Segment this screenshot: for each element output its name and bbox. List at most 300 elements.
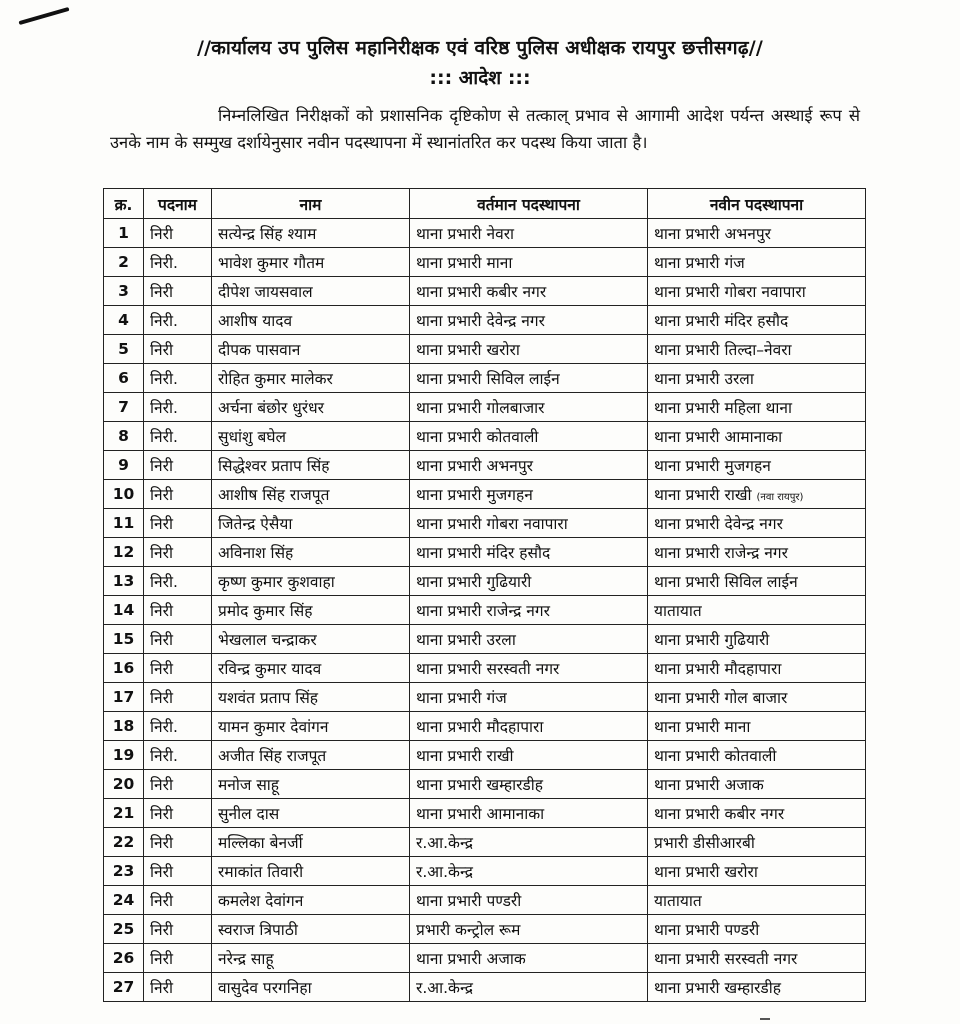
rank-cell-text: निरी [150, 776, 173, 794]
rank-cell [144, 596, 212, 625]
serial-cell-text: 6 [118, 369, 129, 387]
rank-cell [144, 625, 212, 654]
name-cell-text: नरेन्द्र साहू [218, 950, 274, 968]
table-row [104, 335, 866, 364]
col-header-name: नाम [212, 189, 410, 219]
name-cell-text: अर्चना बंछोर धुरंधर [218, 399, 324, 417]
serial-cell-text: 22 [112, 833, 135, 851]
order-heading: ::: आदेश ::: [429, 67, 531, 89]
new-posting-cell-text: थाना प्रभारी माना [654, 718, 751, 736]
new-posting-cell-text: थाना प्रभारी मंदिर हसौद [654, 312, 789, 330]
current-posting-cell [410, 741, 648, 770]
name-cell-text: कमलेश देवांगन [218, 892, 304, 910]
col-header-serial: क्र. [104, 189, 144, 219]
new-posting-cell-text: थाना प्रभारी गुढियारी [654, 631, 770, 649]
serial-cell-text: 10 [112, 485, 135, 503]
rank-cell [144, 654, 212, 683]
rank-cell [144, 509, 212, 538]
name-cell-text: रमाकांत तिवारी [218, 863, 304, 881]
current-posting-cell-text: प्रभारी कन्ट्रोल रूम [416, 921, 521, 939]
name-cell-text: सत्येन्द्र सिंह श्याम [218, 225, 317, 243]
current-posting-cell [410, 770, 648, 799]
name-cell [212, 683, 410, 712]
rank-cell-text: निरी [150, 892, 173, 910]
current-posting-cell-text: थाना प्रभारी मुजगहन [416, 486, 533, 504]
new-posting-cell-text: थाना प्रभारी खरोरा [654, 863, 758, 881]
serial-cell [104, 335, 144, 364]
serial-cell [104, 857, 144, 886]
rank-cell-text: निरी. [150, 573, 178, 591]
new-posting-cell-text: थाना प्रभारी आमानाका [654, 428, 783, 446]
serial-cell [104, 509, 144, 538]
new-posting-cell [648, 393, 866, 422]
rank-cell [144, 335, 212, 364]
name-cell [212, 712, 410, 741]
current-posting-cell [410, 683, 648, 712]
name-cell-text: यशवंत प्रताप सिंह [218, 689, 319, 707]
table-row [104, 799, 866, 828]
name-cell [212, 799, 410, 828]
rank-cell-text: निरी [150, 515, 173, 533]
serial-cell-text: 1 [118, 224, 129, 242]
current-posting-cell [410, 509, 648, 538]
rank-cell-text: निरी. [150, 254, 178, 272]
name-cell-text: यामन कुमार देवांगन [218, 718, 329, 736]
new-posting-cell-text: थाना प्रभारी सिविल लाईन [654, 573, 798, 591]
new-posting-cell [648, 857, 866, 886]
new-posting-cell [648, 625, 866, 654]
new-posting-cell-text: यातायात [654, 892, 702, 910]
table-row [104, 509, 866, 538]
new-posting-cell [648, 335, 866, 364]
name-cell-text: भेखलाल चन्द्राकर [218, 631, 317, 649]
name-cell [212, 451, 410, 480]
serial-cell [104, 219, 144, 248]
current-posting-cell-text: थाना प्रभारी गोबरा नवापारा [416, 515, 568, 533]
rank-cell [144, 944, 212, 973]
rank-cell [144, 248, 212, 277]
current-posting-cell-text: थाना प्रभारी गोलबाजार [416, 399, 545, 417]
name-cell [212, 364, 410, 393]
serial-cell-text: 27 [112, 978, 135, 996]
current-posting-cell-text: थाना प्रभारी उरला [416, 631, 516, 649]
current-posting-cell-text: थाना प्रभारी सरस्वती नगर [416, 660, 560, 678]
rank-cell-text: निरी [150, 660, 173, 678]
new-posting-cell-text: थाना प्रभारी उरला [654, 370, 754, 388]
name-cell-text: जितेन्द्र ऐसैया [218, 515, 293, 533]
table-row [104, 741, 866, 770]
name-cell-text: अविनाश सिंह [218, 544, 294, 562]
current-posting-cell [410, 364, 648, 393]
rank-cell-text: निरी [150, 457, 173, 475]
rank-cell-text: निरी. [150, 747, 178, 765]
current-posting-cell [410, 567, 648, 596]
name-cell [212, 480, 410, 509]
current-posting-cell-text: थाना प्रभारी अभनपुर [416, 457, 533, 475]
serial-cell-text: 13 [112, 572, 135, 590]
name-cell [212, 654, 410, 683]
table-row [104, 828, 866, 857]
new-posting-cell-text: थाना प्रभारी गंज [654, 254, 745, 272]
current-posting-cell-text: थाना प्रभारी गुढियारी [416, 573, 532, 591]
name-cell-text: कृष्ण कुमार कुशवाहा [218, 573, 335, 591]
serial-cell-text: 8 [118, 427, 129, 445]
name-cell-text: सुधांशु बघेल [218, 428, 287, 446]
name-cell [212, 422, 410, 451]
serial-cell-text: 17 [112, 688, 135, 706]
serial-cell-text: 14 [112, 601, 135, 619]
table-row [104, 393, 866, 422]
current-posting-cell [410, 480, 648, 509]
col-header-current-posting: वर्तमान पदस्थापना [410, 189, 648, 219]
serial-cell [104, 683, 144, 712]
current-posting-cell-text: र.आ.केन्द्र [416, 979, 473, 997]
new-posting-cell [648, 886, 866, 915]
current-posting-cell [410, 915, 648, 944]
table-row [104, 683, 866, 712]
current-posting-cell [410, 538, 648, 567]
new-posting-cell [648, 277, 866, 306]
rank-cell [144, 567, 212, 596]
new-posting-cell-text: थाना प्रभारी सरस्वती नगर [654, 950, 798, 968]
name-cell [212, 828, 410, 857]
new-posting-cell [648, 306, 866, 335]
new-posting-cell-text: थाना प्रभारी खम्हारडीह [654, 979, 781, 997]
current-posting-cell-text: थाना प्रभारी नेवरा [416, 225, 515, 243]
rank-cell-text: निरी [150, 979, 173, 997]
current-posting-cell [410, 857, 648, 886]
current-posting-cell-text: थाना प्रभारी गंज [416, 689, 507, 707]
serial-cell [104, 712, 144, 741]
current-posting-cell-text: र.आ.केन्द्र [416, 834, 473, 852]
name-cell-text: सिद्धेश्वर प्रताप सिंह [218, 457, 330, 475]
current-posting-cell [410, 393, 648, 422]
new-posting-cell-text: थाना प्रभारी गोबरा नवापारा [654, 283, 806, 301]
name-cell-text: रविन्द्र कुमार यादव [218, 660, 322, 678]
new-posting-cell-text: थाना प्रभारी अजाक [654, 776, 764, 794]
current-posting-cell [410, 248, 648, 277]
serial-cell-text: 12 [112, 543, 135, 561]
serial-cell-text: 16 [112, 659, 135, 677]
new-posting-cell-text: थाना प्रभारी देवेन्द्र नगर [654, 515, 783, 533]
serial-cell [104, 944, 144, 973]
name-cell [212, 538, 410, 567]
rank-cell-text: निरी. [150, 312, 178, 330]
current-posting-cell-text: थाना प्रभारी राखी [416, 747, 514, 765]
serial-cell [104, 799, 144, 828]
current-posting-cell [410, 654, 648, 683]
serial-cell [104, 886, 144, 915]
serial-cell [104, 741, 144, 770]
name-cell [212, 567, 410, 596]
new-posting-cell-text: थाना प्रभारी राजेन्द्र नगर [654, 544, 788, 562]
serial-cell [104, 393, 144, 422]
serial-cell-text: 5 [118, 340, 129, 358]
current-posting-cell [410, 712, 648, 741]
current-posting-cell [410, 596, 648, 625]
new-posting-cell [648, 799, 866, 828]
col-header-rank: पदनाम [144, 189, 212, 219]
serial-cell [104, 596, 144, 625]
stray-mark [760, 1018, 770, 1020]
current-posting-cell-text: थाना प्रभारी अजाक [416, 950, 526, 968]
new-posting-cell [648, 567, 866, 596]
table-row [104, 596, 866, 625]
table-row [104, 654, 866, 683]
rank-cell-text: निरी [150, 921, 173, 939]
pen-stroke-mark [18, 7, 69, 25]
name-cell [212, 248, 410, 277]
new-posting-cell [648, 480, 866, 509]
current-posting-cell-text: थाना प्रभारी माना [416, 254, 513, 272]
rank-cell-text: निरी [150, 631, 173, 649]
current-posting-cell-text: थाना प्रभारी मौदहापारा [416, 718, 544, 736]
name-cell-text: दीपेश जायसवाल [218, 283, 313, 301]
table-row [104, 422, 866, 451]
serial-cell-text: 24 [112, 891, 135, 909]
table-row [104, 886, 866, 915]
current-posting-cell [410, 219, 648, 248]
serial-cell-text: 15 [112, 630, 135, 648]
table-row [104, 219, 866, 248]
name-cell-text: आशीष सिंह राजपूत [218, 486, 330, 504]
serial-cell-text: 3 [118, 282, 129, 300]
rank-cell-text: निरी [150, 863, 173, 881]
name-cell-text: रोहित कुमार मालेकर [218, 370, 333, 388]
rank-cell [144, 973, 212, 1002]
rank-cell-text: निरी [150, 225, 173, 243]
serial-cell-text: 11 [112, 514, 135, 532]
new-posting-cell-text: यातायात [654, 602, 702, 620]
name-cell [212, 886, 410, 915]
current-posting-cell [410, 944, 648, 973]
new-posting-cell [648, 683, 866, 712]
name-cell [212, 741, 410, 770]
name-cell [212, 509, 410, 538]
serial-cell [104, 625, 144, 654]
new-posting-cell [648, 538, 866, 567]
new-posting-cell [648, 770, 866, 799]
serial-cell-text: 25 [112, 920, 135, 938]
serial-cell [104, 828, 144, 857]
new-posting-cell [648, 973, 866, 1002]
rank-cell [144, 538, 212, 567]
new-posting-cell-text: थाना प्रभारी अभनपुर [654, 225, 771, 243]
table-row [104, 364, 866, 393]
rank-cell-text: निरी [150, 341, 173, 359]
table-row [104, 538, 866, 567]
rank-cell-text: निरी [150, 602, 173, 620]
new-posting-cell [648, 451, 866, 480]
table-row [104, 915, 866, 944]
rank-cell-text: निरी [150, 805, 173, 823]
serial-cell-text: 7 [118, 398, 129, 416]
rank-cell-text: निरी [150, 486, 173, 504]
rank-cell [144, 857, 212, 886]
new-posting-cell [648, 509, 866, 538]
current-posting-cell-text: थाना प्रभारी आमानाका [416, 805, 545, 823]
current-posting-cell [410, 799, 648, 828]
name-cell [212, 973, 410, 1002]
table-row [104, 770, 866, 799]
current-posting-cell-text: थाना प्रभारी कबीर नगर [416, 283, 547, 301]
serial-cell [104, 770, 144, 799]
serial-cell-text: 20 [112, 775, 135, 793]
rank-cell [144, 683, 212, 712]
current-posting-cell [410, 886, 648, 915]
name-cell-text: अजीत सिंह राजपूत [218, 747, 327, 765]
serial-cell [104, 277, 144, 306]
new-posting-cell-text: थाना प्रभारी पण्डरी [654, 921, 760, 939]
serial-cell [104, 973, 144, 1002]
current-posting-cell-text: थाना प्रभारी खरोरा [416, 341, 520, 359]
current-posting-cell-text: थाना प्रभारी खम्हारडीह [416, 776, 543, 794]
rank-cell-text: निरी. [150, 428, 178, 446]
serial-cell-text: 9 [118, 456, 129, 474]
serial-cell-text: 21 [112, 804, 135, 822]
rank-cell [144, 393, 212, 422]
new-posting-cell [648, 654, 866, 683]
rank-cell-text: निरी [150, 689, 173, 707]
table-row [104, 625, 866, 654]
rank-cell-text: निरी [150, 283, 173, 301]
name-cell-text: मनोज साहू [218, 776, 280, 794]
current-posting-cell [410, 306, 648, 335]
current-posting-cell [410, 973, 648, 1002]
new-posting-cell-text: थाना प्रभारी महिला थाना [654, 399, 792, 417]
posting-note: (नवा रायपुर) [756, 492, 804, 503]
rank-cell [144, 306, 212, 335]
new-posting-cell [648, 596, 866, 625]
rank-cell [144, 799, 212, 828]
rank-cell [144, 451, 212, 480]
table-row [104, 944, 866, 973]
new-posting-cell-text: थाना प्रभारी तिल्दा–नेवरा [654, 341, 792, 359]
table-header-row [104, 189, 866, 219]
name-cell [212, 857, 410, 886]
name-cell-text: भावेश कुमार गौतम [218, 254, 325, 272]
current-posting-cell [410, 451, 648, 480]
serial-cell [104, 364, 144, 393]
new-posting-cell-text: थाना प्रभारी मौदहापारा [654, 660, 782, 678]
table-body [104, 219, 866, 1002]
new-posting-cell [648, 712, 866, 741]
name-cell-text: मल्लिका बेनर्जी [218, 834, 303, 852]
name-cell [212, 277, 410, 306]
name-cell [212, 393, 410, 422]
serial-cell [104, 915, 144, 944]
current-posting-cell [410, 625, 648, 654]
rank-cell [144, 277, 212, 306]
serial-cell [104, 538, 144, 567]
new-posting-cell [648, 915, 866, 944]
new-posting-cell-text: थाना प्रभारी कोतवाली [654, 747, 777, 765]
new-posting-cell [648, 828, 866, 857]
name-cell [212, 770, 410, 799]
rank-cell [144, 886, 212, 915]
rank-cell [144, 741, 212, 770]
serial-cell-text: 19 [112, 746, 135, 764]
serial-cell [104, 422, 144, 451]
table-row [104, 451, 866, 480]
table-row [104, 480, 866, 509]
rank-cell [144, 422, 212, 451]
name-cell-text: स्वराज त्रिपाठी [218, 921, 298, 939]
col-header-new-posting: नवीन पदस्थापना [648, 189, 866, 219]
table-row [104, 248, 866, 277]
serial-cell-text: 26 [112, 949, 135, 967]
rank-cell-text: निरी. [150, 399, 178, 417]
name-cell [212, 306, 410, 335]
current-posting-cell [410, 277, 648, 306]
current-posting-cell [410, 828, 648, 857]
rank-cell [144, 915, 212, 944]
name-cell [212, 944, 410, 973]
rank-cell [144, 770, 212, 799]
serial-cell [104, 248, 144, 277]
serial-cell-text: 4 [118, 311, 129, 329]
name-cell-text: आशीष यादव [218, 312, 293, 330]
name-cell-text: प्रमोद कुमार सिंह [218, 602, 313, 620]
serial-cell-text: 23 [112, 862, 135, 880]
new-posting-cell [648, 422, 866, 451]
new-posting-cell-text: थाना प्रभारी राखी [654, 486, 752, 504]
current-posting-cell-text: थाना प्रभारी राजेन्द्र नगर [416, 602, 550, 620]
current-posting-cell-text: थाना प्रभारी मंदिर हसौद [416, 544, 551, 562]
new-posting-cell-text: प्रभारी डीसीआरबी [654, 834, 755, 852]
rank-cell [144, 219, 212, 248]
table-row [104, 712, 866, 741]
name-cell [212, 219, 410, 248]
new-posting-cell-text: थाना प्रभारी कबीर नगर [654, 805, 785, 823]
new-posting-cell [648, 944, 866, 973]
new-posting-cell [648, 364, 866, 393]
table-row [104, 973, 866, 1002]
new-posting-cell [648, 248, 866, 277]
new-posting-cell [648, 219, 866, 248]
rank-cell-text: निरी [150, 950, 173, 968]
name-cell-text: सुनील दास [218, 805, 280, 823]
serial-cell-text: 2 [118, 253, 129, 271]
current-posting-cell-text: थाना प्रभारी सिविल लाईन [416, 370, 560, 388]
name-cell [212, 596, 410, 625]
serial-cell [104, 451, 144, 480]
transfer-table [103, 188, 866, 1002]
serial-cell [104, 480, 144, 509]
rank-cell [144, 712, 212, 741]
table-row [104, 857, 866, 886]
rank-cell-text: निरी. [150, 370, 178, 388]
order-intro-paragraph: निम्नलिखित निरीक्षकों को प्रशासनिक दृष्टिकोण से तत्काल् प्रभाव से आगामी आदेश पर्यन्त अस्थाई रूप से उनके नाम के सम्मुख दर्शायेनुसार नवीन पदस्थापना में स्थानांतरित कर पदस्थ किया जाता है। [110, 106, 860, 152]
name-cell-text: वासुदेव परगनिहा [218, 979, 312, 997]
current-posting-cell [410, 422, 648, 451]
office-title: //कार्यालय उप पुलिस महानिरीक्षक एवं वरिष्ठ पुलिस अधीक्षक रायपुर छत्तीसगढ़// [196, 37, 763, 59]
rank-cell [144, 828, 212, 857]
current-posting-cell-text: थाना प्रभारी पण्डरी [416, 892, 522, 910]
current-posting-cell-text: थाना प्रभारी देवेन्द्र नगर [416, 312, 545, 330]
current-posting-cell-text: थाना प्रभारी कोतवाली [416, 428, 539, 446]
name-cell [212, 625, 410, 654]
serial-cell-text: 18 [112, 717, 135, 735]
current-posting-cell [410, 335, 648, 364]
name-cell [212, 915, 410, 944]
table-row [104, 306, 866, 335]
rank-cell [144, 364, 212, 393]
name-cell-text: दीपक पासवान [218, 341, 301, 359]
new-posting-cell-text: थाना प्रभारी मुजगहन [654, 457, 771, 475]
rank-cell-text: निरी [150, 834, 173, 852]
rank-cell [144, 480, 212, 509]
